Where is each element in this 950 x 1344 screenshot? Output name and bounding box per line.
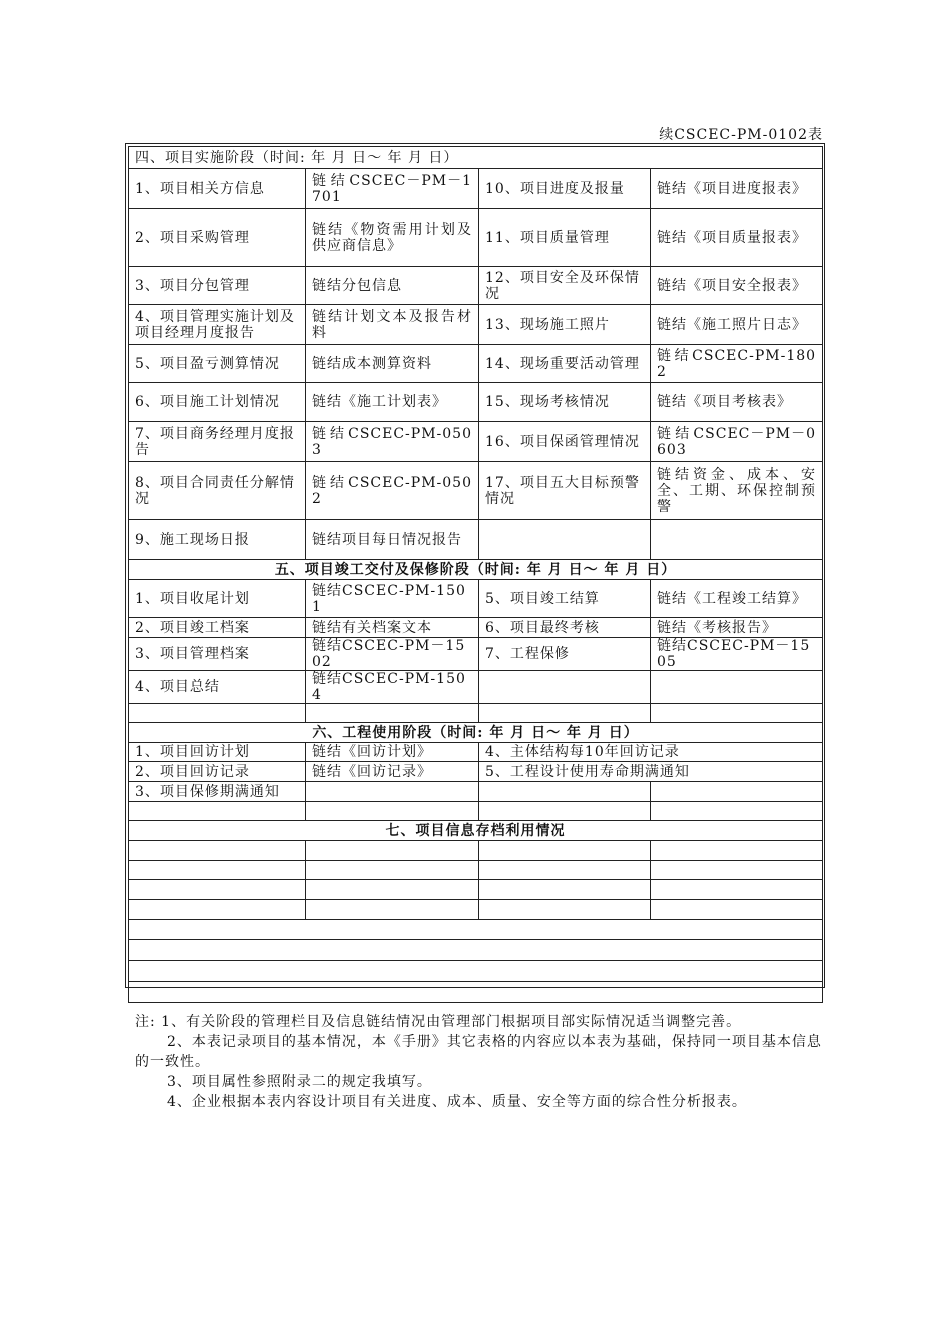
table-row xyxy=(129,462,823,520)
empty-cell[interactable] xyxy=(129,880,306,900)
table-row xyxy=(129,743,823,762)
table-row xyxy=(129,345,823,383)
table-row xyxy=(129,671,823,704)
link-cell[interactable]: 链结分包信息 xyxy=(306,267,479,305)
link-cell[interactable]: 链结《工程竣工结算》 xyxy=(651,580,823,618)
table-row xyxy=(129,267,823,305)
link-cell[interactable]: 链结《回访计划》 xyxy=(306,743,479,762)
item-label: 11、项目质量管理 xyxy=(479,209,651,267)
empty-cell[interactable] xyxy=(306,880,479,900)
table-row xyxy=(129,618,823,638)
link-cell[interactable]: 链结成本测算资料 xyxy=(306,345,479,383)
form-code: 续CSCEC-PM-0102表 xyxy=(659,127,823,143)
empty-cell[interactable] xyxy=(479,900,651,920)
empty-cell[interactable] xyxy=(479,861,651,880)
link-cell[interactable]: 链结《回访记录》 xyxy=(306,762,479,782)
table-row xyxy=(129,880,823,900)
item-label xyxy=(479,520,651,560)
item-label: 10、项目进度及报量 xyxy=(479,169,651,209)
empty-cell[interactable] xyxy=(651,782,823,802)
item-label: 3、项目保修期满通知 xyxy=(129,782,306,802)
item-label: 3、项目管理档案 xyxy=(129,638,306,671)
table-row xyxy=(129,704,823,723)
empty-cell[interactable] xyxy=(129,982,823,1003)
empty-cell[interactable] xyxy=(479,782,651,802)
item-label: 2、项目竣工档案 xyxy=(129,618,306,638)
link-cell[interactable]: 链结计划文本及报告材料 xyxy=(306,305,479,345)
table-row xyxy=(129,841,823,861)
link-cell[interactable]: 链结《施工照片日志》 xyxy=(651,305,823,345)
item-label: 5、项目盈亏测算情况 xyxy=(129,345,306,383)
empty-cell[interactable] xyxy=(651,900,823,920)
project-info-table xyxy=(128,146,823,1003)
link-cell[interactable]: 链结CSCEC-PM-1501 xyxy=(306,580,479,618)
item-label: 4、项目管理实施计划及项目经理月度报告 xyxy=(129,305,306,345)
empty-cell[interactable] xyxy=(129,861,306,880)
item-label: 8、项目合同责任分解情况 xyxy=(129,462,306,520)
empty-cell[interactable] xyxy=(306,841,479,861)
table-row xyxy=(129,422,823,462)
empty-cell[interactable] xyxy=(651,861,823,880)
empty-cell[interactable] xyxy=(306,802,479,821)
link-cell[interactable]: 链结CSCEC-PM-0502 xyxy=(306,462,479,520)
section-6-header xyxy=(129,723,823,743)
item-label: 5、工程设计使用寿命期满通知 xyxy=(479,762,823,782)
item-label: 13、现场施工照片 xyxy=(479,305,651,345)
empty-cell[interactable] xyxy=(129,961,823,982)
link-cell[interactable]: 链结CSCEC-PM－1502 xyxy=(306,638,479,671)
empty-cell[interactable] xyxy=(479,841,651,861)
item-label: 1、项目回访计划 xyxy=(129,743,306,762)
item-label: 16、项目保函管理情况 xyxy=(479,422,651,462)
item-label: 2、项目回访记录 xyxy=(129,762,306,782)
section-7-title: 七、项目信息存档利用情况 xyxy=(129,821,823,841)
table-row xyxy=(129,782,823,802)
link-cell[interactable]: 链结《物资需用计划及供应商信息》 xyxy=(306,209,479,267)
item-label: 1、项目收尾计划 xyxy=(129,580,306,618)
table-row xyxy=(129,920,823,940)
table-row xyxy=(129,900,823,920)
item-label: 4、主体结构每10年回访记录 xyxy=(479,743,823,762)
empty-cell[interactable] xyxy=(129,841,306,861)
note-1: 注: 1、有关阶段的管理栏目及信息链结情况由管理部门根据项目部实际情况适当调整完善。 xyxy=(135,1014,742,1030)
empty-cell[interactable] xyxy=(479,880,651,900)
item-label: 5、项目竣工结算 xyxy=(479,580,651,618)
link-cell[interactable]: 链结CSCEC-PM-0503 xyxy=(306,422,479,462)
note-3: 3、项目属性参照附录二的规定我填写。 xyxy=(167,1074,432,1090)
item-label: 4、项目总结 xyxy=(129,671,306,704)
link-cell[interactable]: 链结CSCEC-PM-1802 xyxy=(651,345,823,383)
table-row xyxy=(129,762,823,782)
table-row xyxy=(129,580,823,618)
section-5-title: 五、项目竣工交付及保修阶段（时间: 年 月 日～ 年 月 日） xyxy=(129,560,823,580)
empty-cell[interactable] xyxy=(651,880,823,900)
item-label: 7、工程保修 xyxy=(479,638,651,671)
table-row xyxy=(129,940,823,961)
note-2: 2、本表记录项目的基本情况，本《手册》其它表格的内容应以本表为基础，保持同一项目基本信息的一致性。 xyxy=(135,1034,822,1070)
table-row xyxy=(129,305,823,345)
item-label: 1、项目相关方信息 xyxy=(129,169,306,209)
link-cell[interactable]: 链结《项目质量报表》 xyxy=(651,209,823,267)
table-row xyxy=(129,861,823,880)
link-cell[interactable]: 链结资金、成本、安全、工期、环保控制预警 xyxy=(651,462,823,520)
link-cell[interactable]: 链结《施工计划表》 xyxy=(306,383,479,422)
link-cell[interactable]: 链结CSCEC－PM－0603 xyxy=(651,422,823,462)
empty-cell[interactable] xyxy=(129,920,823,940)
notes xyxy=(135,1012,825,1112)
item-label: 2、项目采购管理 xyxy=(129,209,306,267)
table-row xyxy=(129,383,823,422)
link-cell[interactable]: 链结CSCEC-PM－1505 xyxy=(651,638,823,671)
item-label: 3、项目分包管理 xyxy=(129,267,306,305)
link-cell[interactable]: 链结《项目安全报表》 xyxy=(651,267,823,305)
table-row xyxy=(129,961,823,982)
empty-cell[interactable] xyxy=(651,802,823,821)
section-4-header xyxy=(129,147,823,169)
link-cell[interactable]: 链结项目每日情况报告 xyxy=(306,520,479,560)
section-4-title: 四、项目实施阶段（时间: 年 月 日～ 年 月 日） xyxy=(129,147,823,169)
link-cell[interactable]: 链结《考核报告》 xyxy=(651,618,823,638)
project-info-form xyxy=(125,143,825,988)
table-row xyxy=(129,982,823,1003)
empty-cell[interactable] xyxy=(129,704,306,723)
item-label: 17、项目五大目标预警情况 xyxy=(479,462,651,520)
empty-cell[interactable] xyxy=(129,802,306,821)
item-label: 6、项目施工计划情况 xyxy=(129,383,306,422)
item-label xyxy=(479,671,651,704)
item-label: 6、项目最终考核 xyxy=(479,618,651,638)
empty-cell[interactable] xyxy=(651,841,823,861)
link-cell[interactable] xyxy=(651,520,823,560)
empty-cell[interactable] xyxy=(129,900,306,920)
link-cell[interactable]: 链结有关档案文本 xyxy=(306,618,479,638)
link-cell[interactable]: 链结《项目进度报表》 xyxy=(651,169,823,209)
item-label: 12、项目安全及环保情况 xyxy=(479,267,651,305)
empty-cell[interactable] xyxy=(306,861,479,880)
table-row xyxy=(129,638,823,671)
item-label: 9、施工现场日报 xyxy=(129,520,306,560)
item-label: 15、现场考核情况 xyxy=(479,383,651,422)
empty-cell[interactable] xyxy=(129,940,823,961)
empty-cell[interactable] xyxy=(651,704,823,723)
link-cell[interactable]: 链结《项目考核表》 xyxy=(651,383,823,422)
link-cell[interactable] xyxy=(651,671,823,704)
table-row xyxy=(129,520,823,560)
section-6-title: 六、工程使用阶段（时间: 年 月 日～ 年 月 日） xyxy=(129,723,823,743)
link-cell[interactable]: 链结CSCEC-PM-1504 xyxy=(306,671,479,704)
item-label: 14、现场重要活动管理 xyxy=(479,345,651,383)
table-row xyxy=(129,169,823,209)
empty-cell[interactable] xyxy=(306,704,479,723)
section-5-header xyxy=(129,560,823,580)
empty-cell[interactable] xyxy=(479,802,651,821)
table-row xyxy=(129,802,823,821)
empty-cell[interactable] xyxy=(479,704,651,723)
empty-cell[interactable] xyxy=(306,782,479,802)
link-cell[interactable]: 链结CSCEC－PM－1701 xyxy=(306,169,479,209)
empty-cell[interactable] xyxy=(306,900,479,920)
item-label: 7、项目商务经理月度报告 xyxy=(129,422,306,462)
section-7-header xyxy=(129,821,823,841)
note-4: 4、企业根据本表内容设计项目有关进度、成本、质量、安全等方面的综合性分析报表。 xyxy=(167,1094,747,1110)
table-row xyxy=(129,209,823,267)
